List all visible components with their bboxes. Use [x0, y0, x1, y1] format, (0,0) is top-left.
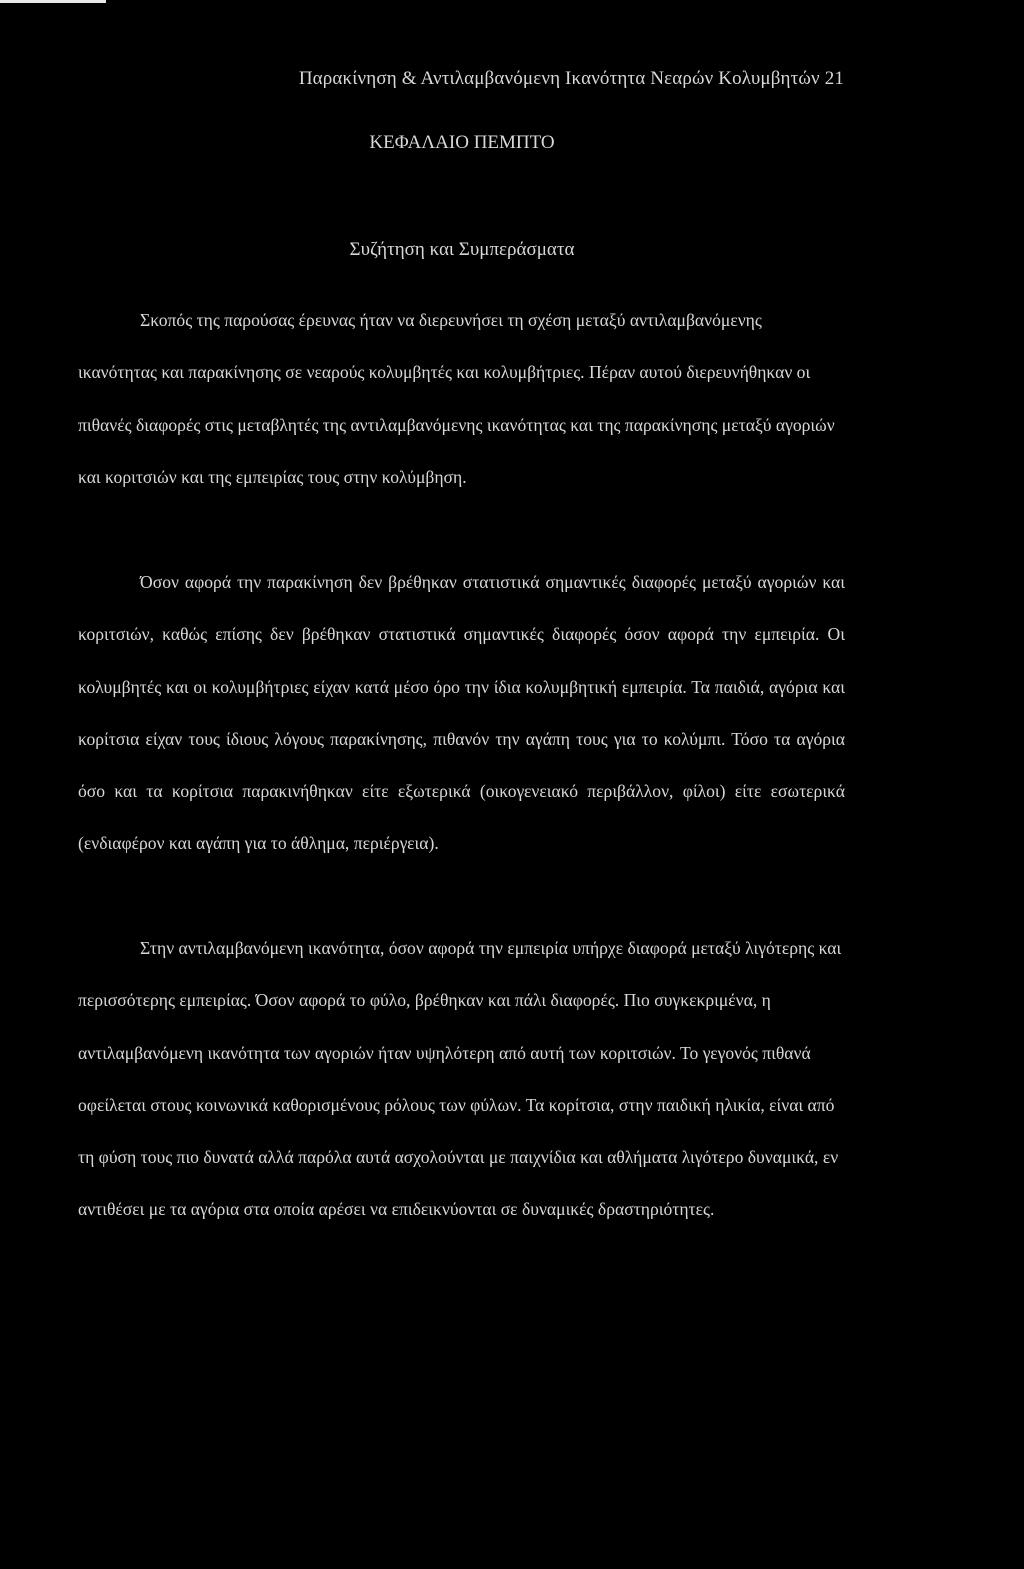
paragraph-perceived-competence: Στην αντιλαμβανόμενη ικανότητα, όσον αφορά την εμπειρία υπήρχε διαφορά μεταξύ λιγότερης και περισσότερης εμπειρίας. Όσον αφορά το φύλο, βρέθηκαν και πάλι διαφορές. Πιο συγκεκριμένα, η αντιλαμβανόμενη ικανότητα των αγοριών ήταν υψηλότερη από αυτή των κοριτσιών. Το γεγονός πιθανά οφείλεται στους κοινωνικά καθορισμένους ρόλους των φύλων. Τα κορίτσια, στην παιδική ηλικία, είναι από τη φύση τους πιο δυνατά αλλά παρόλα αυτά ασχολούνται με παιχνίδια και αθλήματα λιγότερο δυναμικά, εν αντιθέσει με τα αγόρια στα οποία αρέσει να επιδεικνύονται σε δυναμικές δραστηριότητες.	[78, 938, 842, 1220]
chapter-title: ΚΕΦΑΛΑΙΟ ΠΕΜΠΤΟ	[369, 132, 555, 153]
section-title: Συζήτηση και Συμπεράσματα	[349, 239, 575, 260]
paragraph-motivation: Όσον αφορά την παρακίνηση δεν βρέθηκαν στατιστικά σημαντικές διαφορές μεταξύ αγοριών και κοριτσιών, καθώς επίσης δεν βρέθηκαν στατιστικά σημαντικές διαφορές όσον αφορά την εμπειρία. Οι κολυμβητές και οι κολυμβήτριες είχαν κατά μέσο όρο την ίδια κολυμβητική εμπειρία. Τα παιδιά, αγόρια και κορίτσια είχαν τους ίδιους λόγους παρακίνησης, πιθανόν την αγάπη τους για το κολύμπι. Τόσο τα αγόρια όσο και τα κορίτσια παρακινήθηκαν είτε εξωτερικά (οικογενειακό περιβάλλον, φίλοι) είτε εσωτερικά (ενδιαφέρον και αγάπη για το άθλημα, περιέργεια).	[78, 572, 845, 854]
running-header: Παρακίνηση & Αντιλαμβανόμενη Ικανότητα Νεαρών Κολυμβητών 21	[298, 68, 844, 89]
scan-edge-mark	[0, 0, 106, 3]
paragraph-purpose: Σκοπός της παρούσας έρευνας ήταν να διερευνήσει τη σχέση μεταξύ αντιλαμβανόμενης ικανότητας και παρακίνησης σε νεαρούς κολυμβητές και κολυμβήτριες. Πέραν αυτού διερευνήθηκαν οι πιθανές διαφορές στις μεταβλητές της αντιλαμβανόμενης ικανότητας και της παρακίνησης μεταξύ αγοριών και κοριτσιών και της εμπειρίας τους στην κολύμβηση.	[78, 310, 835, 487]
